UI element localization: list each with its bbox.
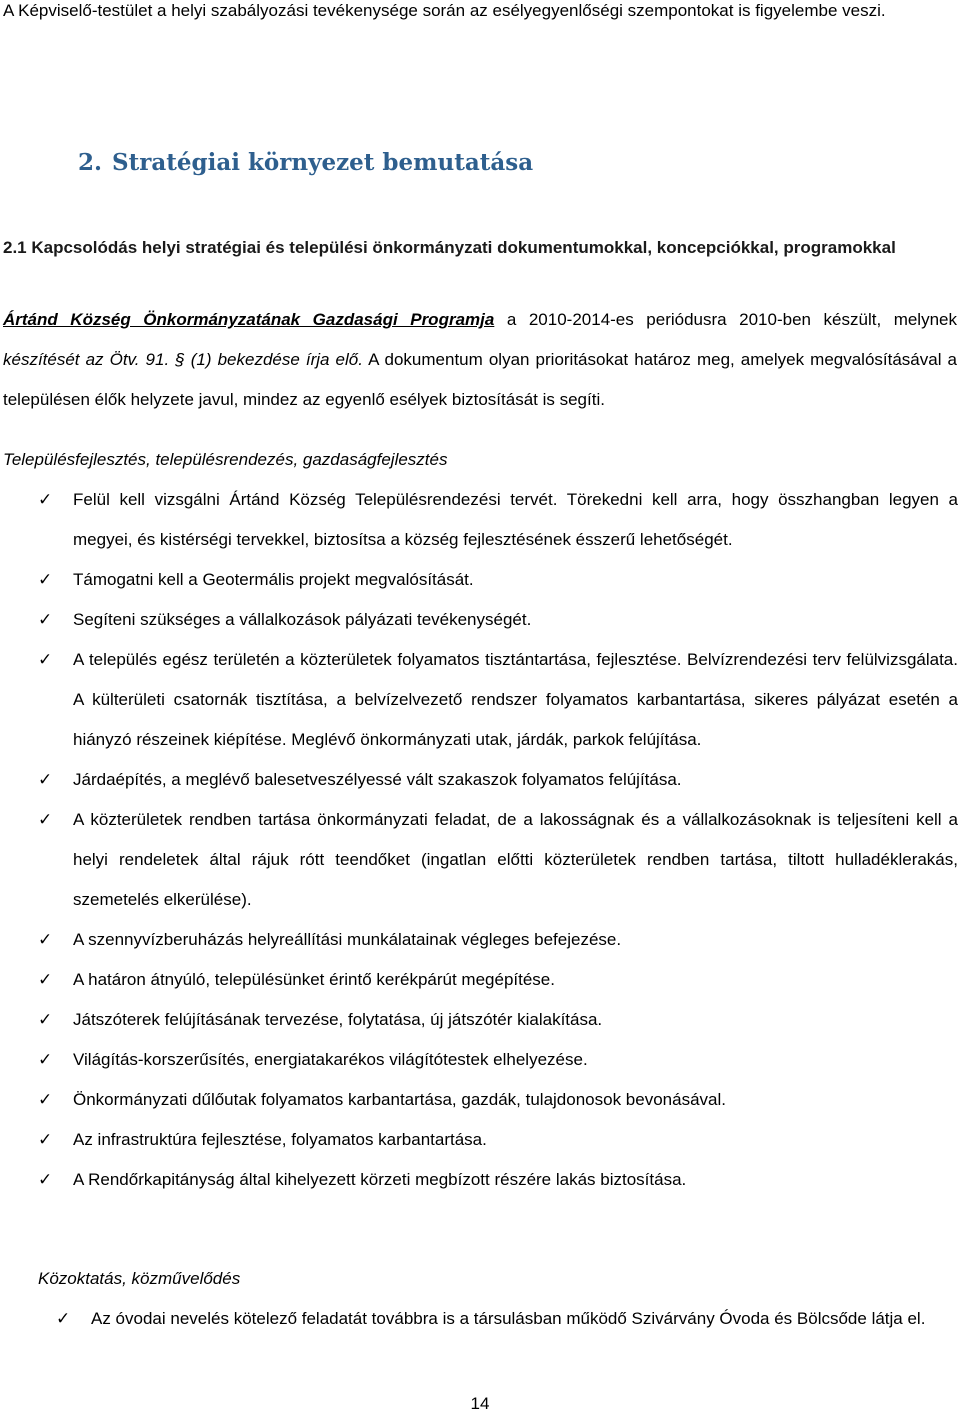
list-item: ✓ Játszóterek felújításának tervezése, folytatása, új játszótér kialakítása. bbox=[38, 1000, 958, 1040]
list-item: ✓ A szennyvízberuházás helyreállítási munkálatainak végleges befejezése. bbox=[38, 920, 958, 960]
list-item: ✓ A Rendőrkapitányság által kihelyezett körzeti megbízott részére lakás biztosítása. bbox=[38, 1160, 958, 1200]
program-text-end: A dokumentum olyan prioritásokat határoz meg, amelyek megvalósításával a településen élők helyzete javul, mindez az egyenlő esélyek biztosítását is segíti. bbox=[3, 350, 958, 409]
checkmark-icon: ✓ bbox=[38, 1130, 53, 1150]
checkmark-icon: ✓ bbox=[38, 1170, 53, 1190]
subsection-heading: 2.1 Kapcsolódás helyi stratégiai és települési önkormányzati dokumentumokkal, koncepciókkal, programokkal bbox=[3, 238, 896, 257]
section-number: 2. bbox=[78, 149, 103, 176]
checkmark-icon: ✓ bbox=[38, 570, 53, 590]
checkmark-icon: ✓ bbox=[38, 1010, 53, 1030]
list-item: ✓ Az óvodai nevelés kötelező feladatát továbbra is a társulásban működő Szivárvány Óvoda és Bölcsőde látja el. bbox=[56, 1299, 958, 1339]
checkmark-icon: ✓ bbox=[38, 810, 53, 830]
list-item: ✓ Támogatni kell a Geotermális projekt megvalósítását. bbox=[38, 560, 958, 600]
checkmark-icon: ✓ bbox=[38, 770, 53, 790]
checkmark-icon: ✓ bbox=[38, 930, 53, 950]
list-item: ✓ A közterületek rendben tartása önkormányzati feladat, de a lakosságnak és a vállalkozásoknak is teljesíteni kell a helyi rendeletek által rájuk rótt teendőket (ingatlan előtti közterületek rendben tartása, tiltott hulladéklerakás, szemetelés elkerülése). bbox=[38, 800, 958, 920]
topic-heading-education: Közoktatás, közművelődés bbox=[38, 1269, 241, 1288]
list-item: ✓ A határon átnyúló, településünket érintő kerékpárút megépítése. bbox=[38, 960, 958, 1000]
list-item: ✓ A település egész területén a közterületek folyamatos tisztántartása, fejlesztése. Belvízrendezési terv felülvizsgálata. A külterületi csatornák tisztítása, a belvízelvezető rendszer folyamatos karbantartása, sikeres pályázat esetén a hiányzó részeinek kiépítése. Meglévő önkormányzati utak, járdák, parkok felújítása. bbox=[38, 640, 958, 760]
intro-paragraph: A Képviselő-testület a helyi szabályozási tevékenysége során az esélyegyenlőségi szempontokat is figyelembe veszi. bbox=[3, 1, 886, 20]
program-paragraph bbox=[3, 300, 957, 420]
program-text-after-title: a 2010-2014-es periódusra 2010-ben készült, melynek bbox=[494, 310, 957, 329]
list-item: ✓ Felül kell vizsgálni Ártánd Község Településrendezési tervét. Törekedni kell arra, hogy összhangban legyen a megyei, és kistérségi tervekkel, biztosítsa a község fejlesztésének ésszerű lehetőségét. bbox=[38, 480, 958, 560]
checkmark-icon: ✓ bbox=[38, 610, 53, 630]
list-item: ✓ Segíteni szükséges a vállalkozások pályázati tevékenységét. bbox=[38, 600, 958, 640]
checkmark-icon: ✓ bbox=[38, 1050, 53, 1070]
topic-heading-development: Településfejlesztés, településrendezés, gazdaságfejlesztés bbox=[3, 450, 448, 469]
checkmark-icon: ✓ bbox=[38, 490, 53, 510]
education-checklist bbox=[56, 1299, 958, 1339]
program-document-title: Ártánd Község Önkormányzatának Gazdasági Programja bbox=[3, 310, 495, 329]
list-item: ✓ Önkormányzati dűlőutak folyamatos karbantartása, gazdák, tulajdonosok bevonásával. bbox=[38, 1080, 958, 1120]
list-item: ✓ Világítás-korszerűsítés, energiatakarékos világítótestek elhelyezése. bbox=[38, 1040, 958, 1080]
checkmark-icon: ✓ bbox=[38, 1090, 53, 1110]
development-checklist bbox=[38, 480, 958, 1200]
list-item: ✓ Az infrastruktúra fejlesztése, folyamatos karbantartása. bbox=[38, 1120, 958, 1160]
program-legal-reference: készítését az Ötv. 91. § (1) bekezdése írja elő. bbox=[3, 350, 363, 369]
checkmark-icon: ✓ bbox=[38, 970, 53, 990]
checkmark-icon: ✓ bbox=[38, 650, 53, 670]
section-heading bbox=[78, 145, 533, 181]
page-number: 14 bbox=[470, 1394, 490, 1413]
section-title: Stratégiai környezet bemutatása bbox=[112, 149, 534, 176]
checkmark-icon: ✓ bbox=[56, 1309, 71, 1329]
list-item: ✓ Járdaépítés, a meglévő balesetveszélyessé vált szakaszok folyamatos felújítása. bbox=[38, 760, 958, 800]
